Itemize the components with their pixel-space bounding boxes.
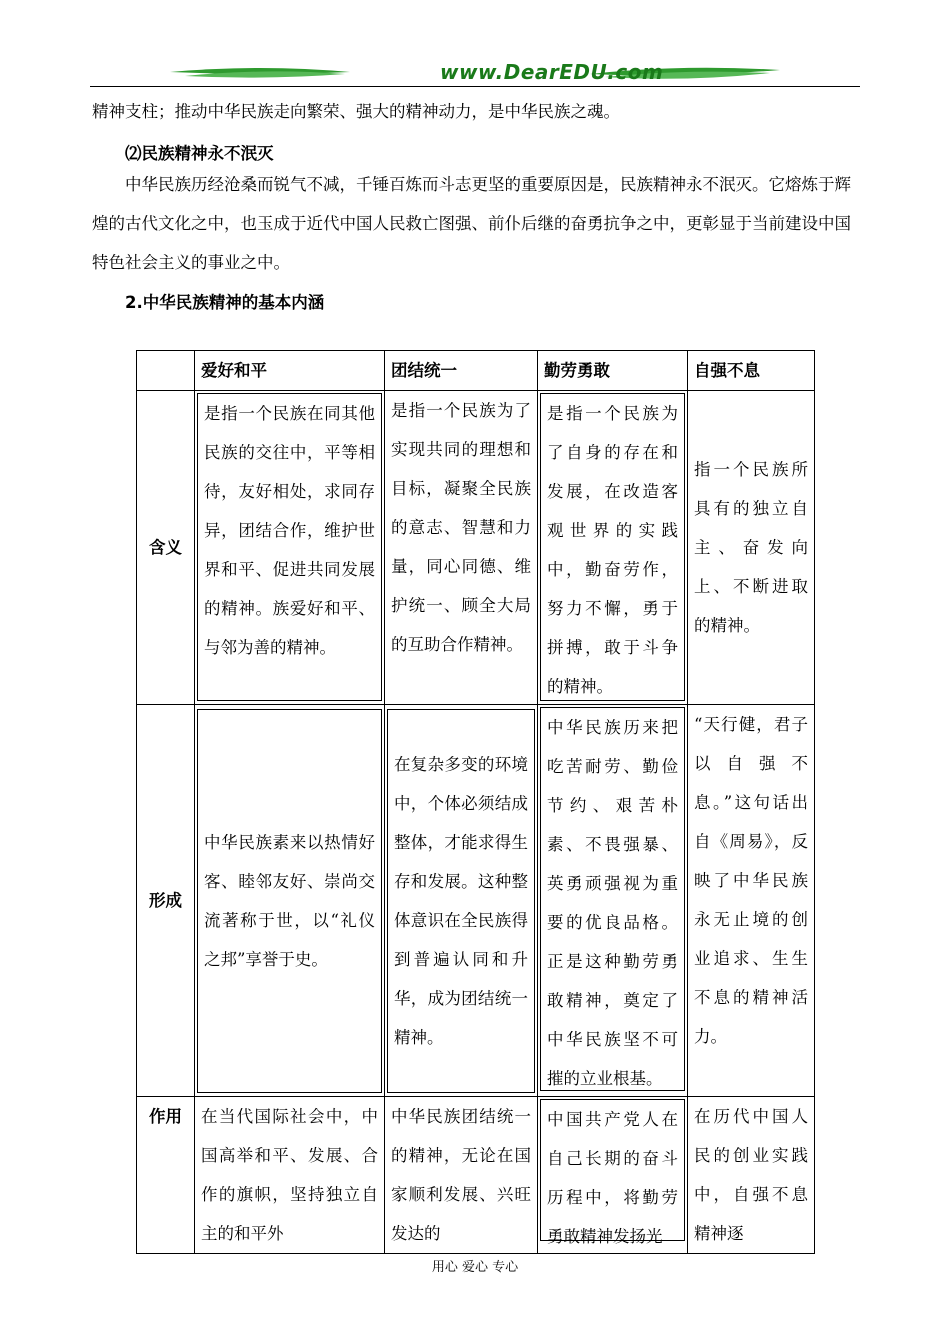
cell-text: 在复杂多变的环境中，个体必须结成整体，才能求得生存和发展。这种整体意识在全民族得到普遍认同和升华，成为团结统一精神。 [394,754,528,1047]
table-row [137,1097,815,1254]
cell-text: 中华民族素来以热情好客、睦邻友好、崇尚交流著称于世，以“礼仪之邦”享誉于史。 [204,832,375,969]
site-logo-text[interactable]: www.DearEDU.com [440,60,664,84]
table-cell: “天行健，君子以自强不息。”这句话出自《周易》，反映了中华民族永无止境的创业追求、生生不息的精神活力。 [688,705,815,1097]
cell-text-box [387,709,535,1093]
cell-text: 是指一个民族在同其他民族的交往中，平等相待，友好相处，求同存异，团结合作，维护世界和平、促进共同发展的精神。族爱好和平、与邻为善的精神。 [197,393,382,701]
table-header-cell: 自强不息 [688,351,815,391]
table-row [137,705,815,1097]
table-cell: 在历代中国人民的创业实践中，自强不息精神逐 [688,1097,815,1254]
table-cell [195,705,385,1097]
table-cell [538,705,688,1097]
row-label: 作用 [137,1097,195,1254]
paragraph-1: 精神支柱；推动中华民族走向繁荣、强大的精神动力，是中华民族之魂。 [92,102,620,121]
cell-text: 中国共产党人在自己长期的奋斗历程中，将勤劳勇敢精神发扬光 [540,1099,685,1241]
spirit-table [136,350,815,1254]
table-header-cell: 勤劳勇敢 [538,351,688,391]
page-header [90,58,860,90]
page-footer: 用心 爱心 专心 [431,1260,519,1275]
section-heading-2: 2.中华民族精神的基本内涵 [125,293,325,312]
row-label: 形成 [137,705,195,1097]
header-rule [90,86,860,87]
table-header-cell: 团结统一 [385,351,538,391]
subheading-2: ⑵民族精神永不泯灭 [125,144,274,163]
table-cell: 中华民族团结统一的精神，无论在国家顺利发展、兴旺发达的 [385,1097,538,1254]
cell-text: 中华民族历来把吃苦耐劳、勤俭节约、艰苦朴素、不畏强暴、英勇顽强视为重要的优良品格。正是这种勤劳勇敢精神，奠定了中华民族坚不可摧的立业根基。 [540,707,685,1091]
table-cell [195,391,385,705]
table-header-cell: 爱好和平 [195,351,385,391]
table-cell [538,1097,688,1254]
paragraph-2: 中华民族历经沧桑而锐气不减，千锤百炼而斗志更坚的重要原因是，民族精神永不泯灭。它熔炼于辉煌的古代文化之中，也玉成于近代中国人民救亡图强、前仆后继的奋勇抗争之中，更彰显于当前建设中国特色社会主义的事业之中。 [92,175,851,272]
table-cell [385,705,538,1097]
table-header-cell [137,351,195,391]
table-cell: 在当代国际社会中，中国高举和平、发展、合作的旗帜，坚持独立自主的和平外 [195,1097,385,1254]
table-cell [538,391,688,705]
table-row [137,391,815,705]
row-label: 含义 [137,391,195,705]
table-cell: 指一个民族所具有的独立自主、奋发向上、不断进取的精神。 [688,391,815,705]
cell-text-box [197,709,382,1093]
table-cell: 是指一个民族为了实现共同的理想和目标，凝聚全民族的意志、智慧和力量，同心同德、维护统一、顾全大局的互助合作精神。 [385,391,538,705]
table-header-row [137,351,815,391]
cell-text: 是指一个民族为了自身的存在和发展，在改造客观世界的实践中，勤奋劳作，努力不懈，勇于拼搏，敢于斗争的精神。 [540,393,685,701]
